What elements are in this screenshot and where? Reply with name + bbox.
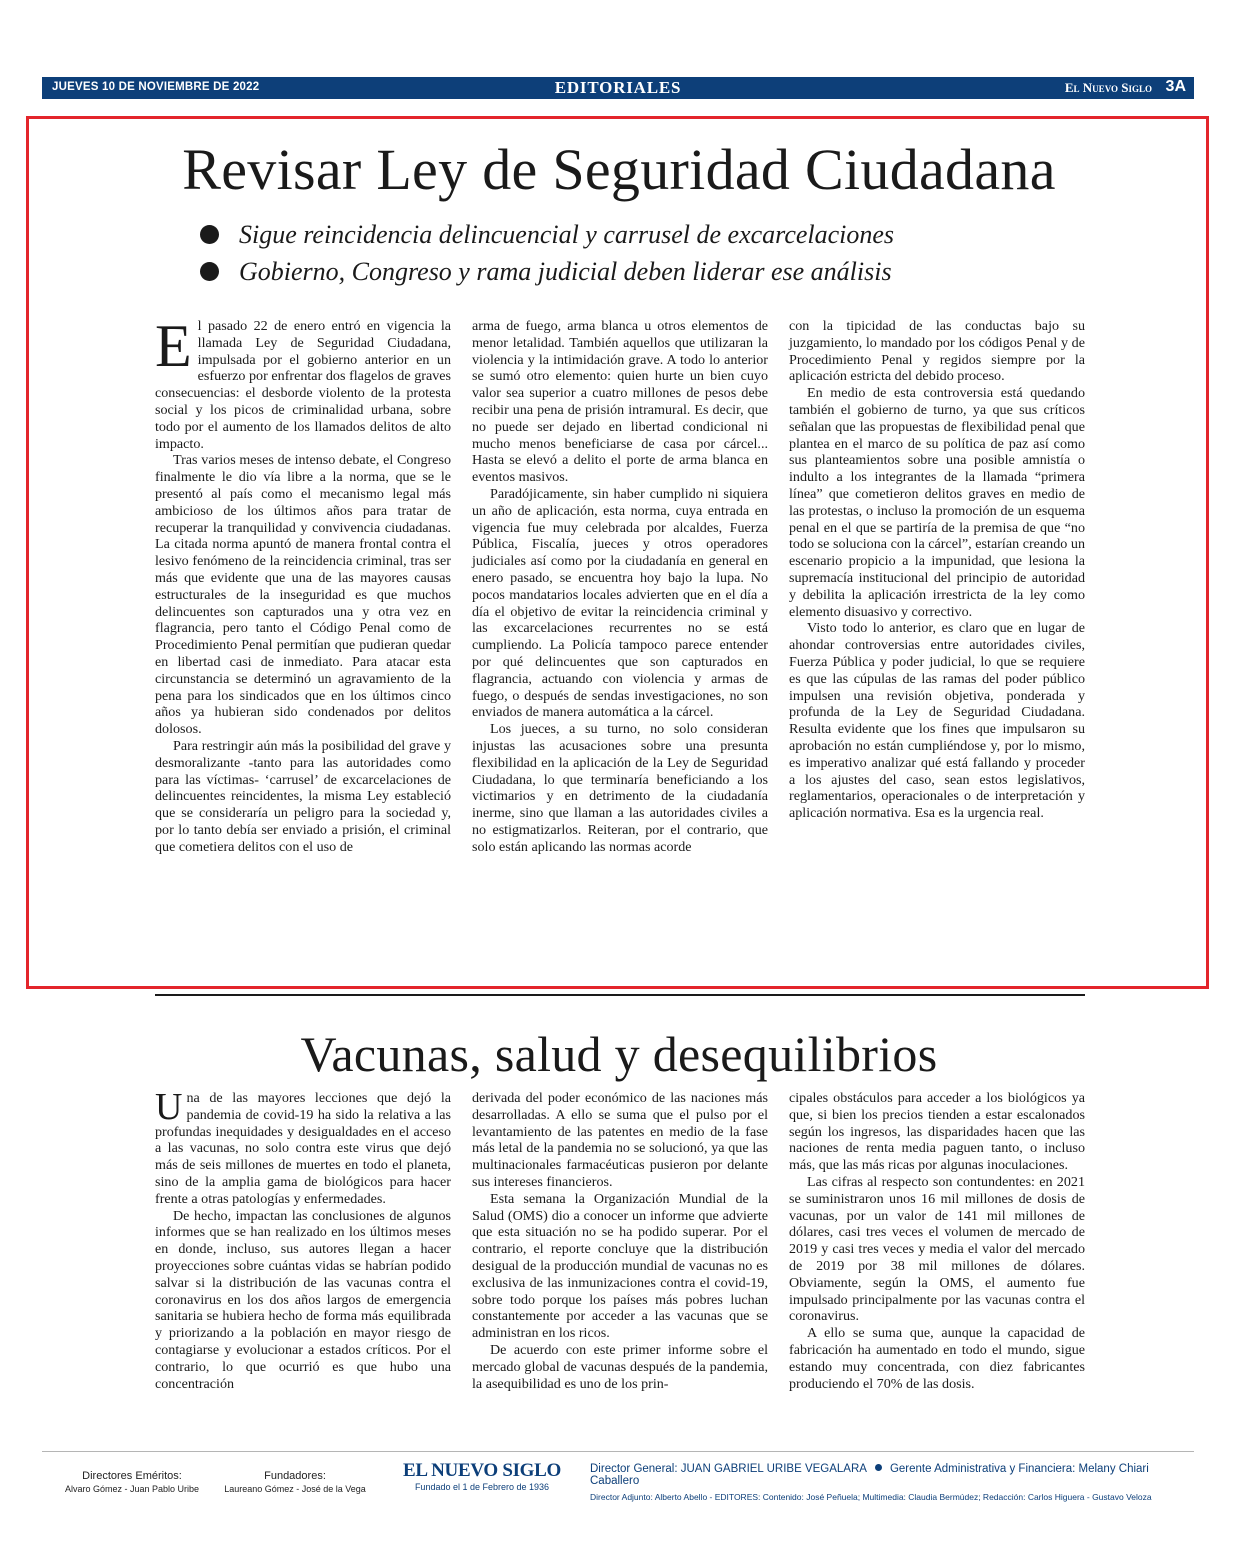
article2-column-2 [472, 1090, 768, 1392]
bullet-icon [875, 1464, 882, 1471]
article1-subtitle-text: Gobierno, Congreso y rama judicial deben liderar ese análisis [239, 256, 892, 286]
paragraph: Esta semana la Organización Mundial de la Salud (OMS) dio a conocer un informe que advierte que esta situación no se ha podido superar. Por el contrario, el reporte concluye que la distribución desigual de la producción mundial de vacunas no es exclusiva de las inmunizaciones contra el covid-19, sobre todo porque los países más pobres luchan constantemente por acceder a las vacunas que se administran en los ricos. [472, 1190, 768, 1342]
footer-logo: EL NUEVO SIGLO [402, 1460, 562, 1481]
footer-staff: Director Adjunto: Alberto Abello - EDITORES: Contenido: José Peñuela; Multimedia: Claudia Bermúdez; Redacción: Carlos Higuera - Gustavo Veloza [590, 1492, 1152, 1502]
paragraph: Paradójicamente, sin haber cumplido ni siquiera un año de aplicación, esta norma, cuya entrada en vigencia fue muy celebrada por alcaldes, Fuerza Pública, Fiscalía, jueces y otros operadores judiciales así como por la ciudadanía en general en enero pasado, se encuentra hoy bajo la lupa. No pocos mandatarios locales advierten que en el día a día el objetivo de evitar la reincidencia criminal y las excarcelaciones recurrentes no se está cumpliendo. La Policía tampoco parece entender por qué delincuentes que son capturados en flagrancia, actuando con violencia y armas de fuego, o después de sendas investigaciones, no son enviados de manera automática a la cárcel. [472, 485, 768, 721]
paragraph: Los jueces, a su turno, no solo consideran injustas las acusaciones sobre una presunta flexibilidad en la aplicación de la Ley de Seguridad Ciudadana, lo que terminaría beneficiando a los victimarios y en detrimento de la ciudadanía inerme, sino que llaman a las autoridades civiles a no estigmatizarlos. Reiteran, por el contrario, que solo están aplicando las normas acorde [472, 721, 768, 855]
paragraph-text: l pasado 22 de enero entró en vigencia la llamada Ley de Seguridad Ciudadana, impulsada por el gobierno anterior en un esfuerzo por enfrentar dos flagelos de graves consecuencias: el desborde violento de la protesta social y los picos de criminalidad urbana, sobre todo por el aumento de los llamados delitos de alto impacto. [155, 318, 451, 452]
header-brand: El Nuevo Siglo [1064, 80, 1152, 95]
footer-gerente: Gerente Administrativa y Financiera: Melany Chiari Caballero [590, 1463, 1149, 1487]
footer-logo-block [402, 1460, 562, 1492]
article1-column-2 [472, 318, 768, 856]
article1-subtitles [200, 216, 1060, 290]
paragraph: Para restringir aún más la posibilidad del grave y desmoralizante -tanto para las autoridades como para las víctimas- ‘carrusel’ de excarcelaciones de delincuentes reincidentes, la misma Ley estableció que se consideraría un peligro para la sociedad y, por lo tanto debía ser enviado a prisión, el criminal que cometiera delitos con el uso de [155, 737, 451, 855]
footer-fundadores-names: Laureano Gómez - José de la Vega [224, 1484, 366, 1494]
page-header-bar [42, 77, 1194, 99]
footer-emeritos-names: Alvaro Gómez - Juan Pablo Uribe [64, 1484, 200, 1494]
article-divider [155, 994, 1085, 996]
footer-director: Director General: JUAN GABRIEL URIBE VEGALARA [590, 1463, 867, 1475]
bullet-icon [200, 262, 219, 281]
paragraph: Visto todo lo anterior, es claro que en lugar de ahondar controversias entre autoridades civiles, Fuerza Pública y poder judicial, lo que se requiere es que las cúpulas de las ramas del poder público impulsen una revisión objetiva, ponderada y profunda de la Ley de Seguridad Ciudadana. Resulta evidente que los fines que impulsaron su aprobación no están cumpliéndose y, por lo mismo, es imperativo analizar qué está fallando y proceder a los ajustes del caso, sean estos legislativos, reglamentarios, operacionales o de interpretación y aplicación normativa. Esa es la urgencia real. [789, 620, 1085, 822]
paragraph: derivada del poder económico de las naciones más desarrolladas. A ello se suma que el pulso por el levantamiento de las patentes en medio de la fase más letal de la pandemia no se solucionó, ya que las multinacionales farmacéuticas pusieron por delante sus intereses financieros. [472, 1090, 768, 1190]
article1-subtitle [200, 253, 1060, 290]
paragraph: Las cifras al respecto son contundentes: en 2021 se suministraron unos 16 mil millones de dosis de vacunas, por un valor de 141 mil millones de dólares, casi tres veces el volumen de mercado de 2019 y casi tres veces y media el valor del mercado de 2019 por 38 mil millones de dólares. Obviamente, según la OMS, el aumento fue impulsado principalmente por las vacunas contra el coronavirus. [789, 1173, 1085, 1325]
article2-title: Vacunas, salud y desequilibrios [300, 1026, 938, 1082]
bullet-icon [200, 225, 219, 244]
footer-staff-block [590, 1463, 1190, 1502]
header-section: EDITORIALES [554, 78, 682, 97]
header-date: JUEVES 10 DE NOVIEMBRE DE 2022 [52, 81, 260, 93]
footer-founded: Fundado el 1 de Febrero de 1936 [414, 1482, 550, 1492]
drop-cap: E [155, 313, 192, 379]
footer-fundadores [215, 1470, 375, 1494]
article1-title: Revisar Ley de Seguridad Ciudadana [182, 137, 1056, 202]
footer-rule [42, 1451, 1194, 1452]
paragraph: En medio de esta controversia está quedando también el gobierno de turno, ya que sus críticos señalan que las propuestas de flexibilidad penal que plantea en el marco de su política de paz así como sus planteamientos sobre una posible amnistía o indulto a los integrantes de la llamada “primera línea” que cometieron delitos graves en medio de las protestas, o incluso la promoción de un esquema penal en el que se partiría de la premisa de que “no todo se soluciona con la cárcel”, estarían creando un escenario propicio a la impunidad, que lesiona la supremacía institucional del principio de autoridad y debilita la aplicación irrestricta de la ley como elemento disuasivo y correctivo. [789, 385, 1085, 620]
article1-subtitle-text: Sigue reincidencia delincuencial y carrusel de excarcelaciones [239, 219, 895, 249]
paragraph [155, 1086, 451, 1208]
article1-subtitle [200, 216, 1060, 253]
paragraph: A ello se suma que, aunque la capacidad de fabricación ha aumentado en todo el mundo, sigue estando muy concentrada, con diez fabricantes produciendo el 70% de las dosis. [789, 1325, 1085, 1392]
paragraph [155, 313, 451, 452]
paragraph: cipales obstáculos para acceder a los biológicos ya que, si bien los precios tienden a estar escalonados según los ingresos, las disparidades hacen que las naciones de renta media paguen tanto, o incluso más, que las más ricas por algunas inoculaciones. [789, 1090, 1085, 1174]
header-page-number: 3A [1165, 78, 1186, 95]
footer-directors-line [590, 1463, 1190, 1487]
article2-column-1 [155, 1086, 451, 1392]
article1-column-3 [789, 318, 1085, 822]
paragraph: arma de fuego, arma blanca u otros elementos de menor letalidad. También aquellos que utilizaran la violencia y la intimidación grave. A todo lo anterior se sumó otro elemento: quien hurte un bien cuyo valor sea superior a cuatro millones de pesos debe recibir una pena de prisión intramural. Es decir, que no puede ser dejado en libertad condicional ni mucho menos beneficiarse de casa por cárcel... Hasta se elevó a delito el porte de arma blanca en eventos masivos. [472, 318, 768, 486]
drop-cap: U [155, 1086, 183, 1128]
paragraph: De acuerdo con este primer informe sobre el mercado global de vacunas después de la pandemia, la asequibilidad es uno de los prin- [472, 1341, 768, 1392]
paragraph: Tras varios meses de intenso debate, el Congreso finalmente le dio vía libre a la norma, que se le presentó al país como el mecanismo legal más ambicioso de los últimos años para tratar de recuperar la tranquilidad y convivencia ciudadanas. La citada norma apuntó de manera frontal contra el lesivo fenómeno de la reincidencia criminal, tras ser más que evidente que una de las mayores causas estructurales de la inseguridad es que muchos delincuentes son capturados una y otra vez en flagrancia, pero tanto el Código Penal como de Procedimiento Penal permitían que pudieran quedar en libertad casi de inmediato. Para atacar esta circunstancia se determinó un agravamiento de la pena para los sindicados que en los últimos cinco años ya hubieran sido condenados por delitos dolosos. [155, 452, 451, 738]
paragraph: con la tipicidad de las conductas bajo su juzgamiento, lo mandado por los códigos Penal y de Procedimiento Penal y regidos siempre por la aplicación estricta del debido proceso. [789, 318, 1085, 385]
footer-emeritos [52, 1470, 212, 1494]
article1-column-1 [155, 313, 451, 856]
article2-column-3 [789, 1090, 1085, 1392]
paragraph-text: na de las mayores lecciones que dejó la pandemia de covid-19 ha sido la relativa a las profundas inequidades y desigualdades en el acceso a las vacunas, no solo contra este virus que dejó más de seis millones de muertes en todo el planeta, sino de la amplia gama de biológicos para hacer frente a otras patologías y enfermedades. [155, 1090, 451, 1207]
footer-emeritos-label: Directores Eméritos: [82, 1470, 182, 1482]
paragraph: De hecho, impactan las conclusiones de algunos informes que se han realizado en los últimos meses en donde, incluso, sus autores llegan a hacer proyecciones sobre cuántas vidas se habrían podido salvar si la distribución de las vacunas contra el coronavirus en los dos años largos de emergencia sanitaria se hubiera hecho de forma más equilibrada y priorizando a la población en mayor riesgo de contagiarse y evolucionar a estados críticos. Por el contrario, lo que ocurrió es que hubo una concentración [155, 1207, 451, 1392]
footer-fundadores-label: Fundadores: [264, 1470, 326, 1482]
